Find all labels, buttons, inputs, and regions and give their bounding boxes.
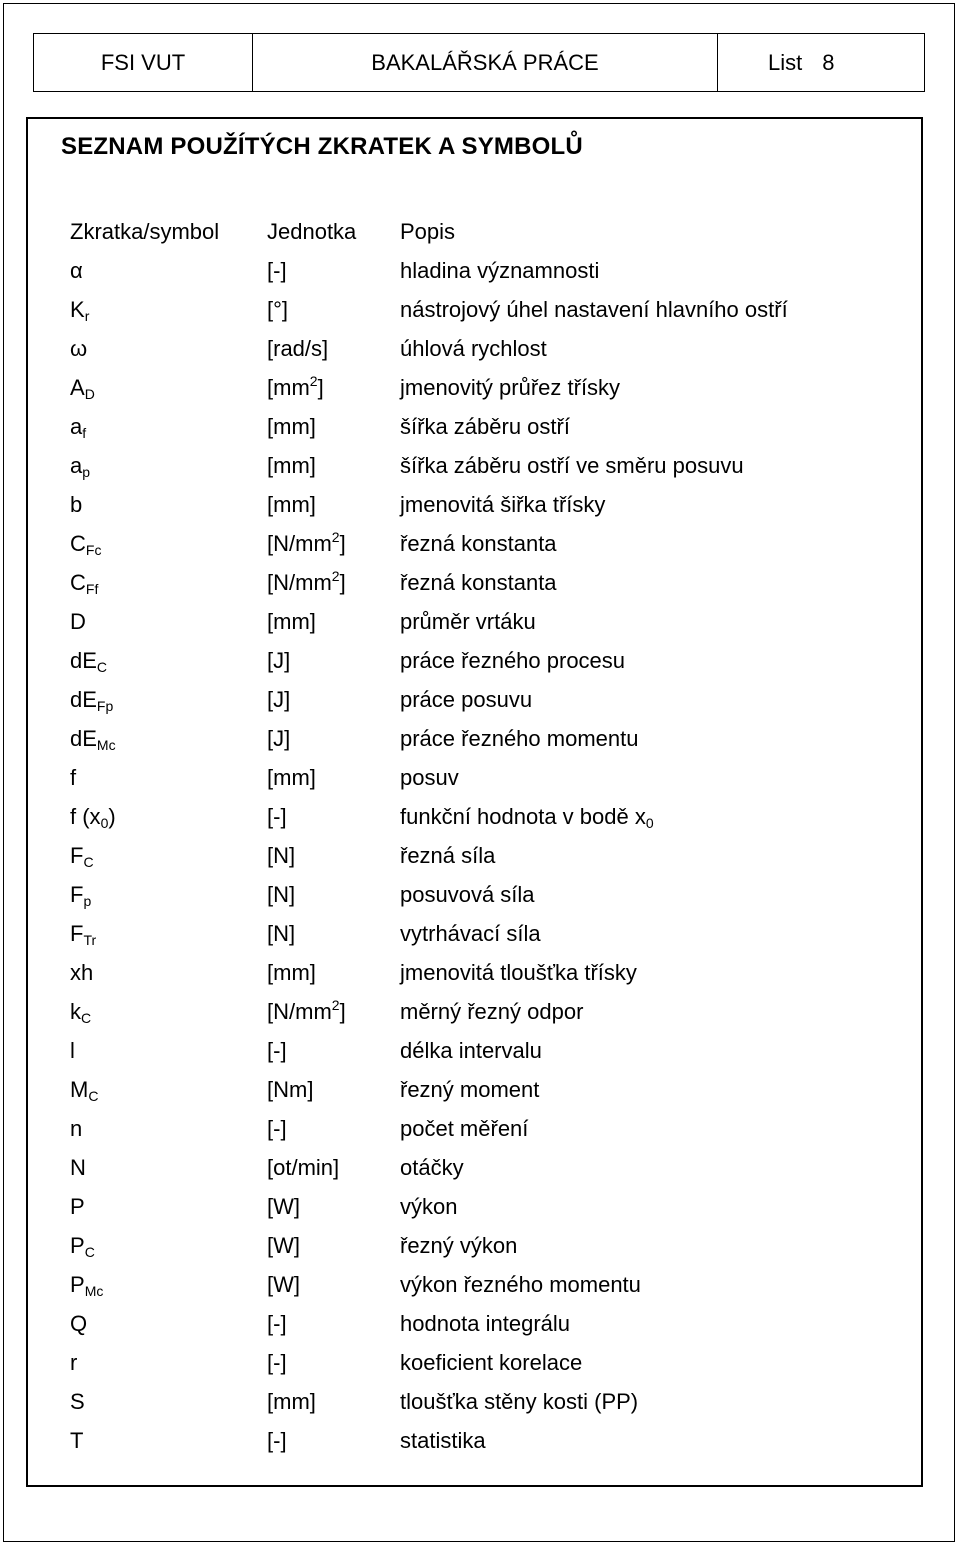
symbol-cell [70, 726, 267, 752]
symbol-cell [70, 609, 267, 635]
description-cell [400, 687, 890, 713]
page-header [33, 33, 925, 92]
unit-text: [Nm] [267, 1076, 314, 1102]
description-cell [400, 843, 890, 869]
unit-text-end: ] [339, 569, 346, 595]
description-text: průměr vrtáku [400, 608, 536, 634]
description-cell [400, 960, 890, 986]
unit-cell [267, 492, 400, 518]
unit-text: [J] [267, 725, 291, 751]
symbol-text: T [70, 1427, 84, 1453]
description-text: hladina významnosti [400, 257, 600, 283]
symbol-cell [70, 1428, 267, 1454]
unit-cell [267, 1350, 400, 1376]
unit-cell [267, 843, 400, 869]
unit-text-end: ] [339, 530, 346, 556]
symbol-text: f [70, 764, 77, 790]
description-cell [400, 570, 890, 596]
header-document-type-text: BAKALÁŘSKÁ PRÁCE [371, 49, 599, 75]
symbol-text: b [70, 491, 83, 517]
description-cell [400, 453, 890, 479]
description-text: otáčky [400, 1154, 464, 1180]
description-text: délka intervalu [400, 1037, 542, 1063]
unit-cell [267, 1077, 400, 1103]
symbol-cell [70, 765, 267, 791]
description-cell [400, 999, 890, 1025]
description-text: počet měření [400, 1115, 529, 1141]
unit-cell [267, 414, 400, 440]
symbol-cell [70, 336, 267, 362]
description-cell [400, 765, 890, 791]
symbol-subscript: f [82, 424, 87, 441]
unit-text: [rad/s] [267, 335, 329, 361]
unit-text: [-] [267, 1037, 287, 1063]
description-text: nástrojový úhel nastavení hlavního ostří [400, 296, 788, 322]
symbol-cell [70, 297, 267, 323]
table-row [70, 1265, 890, 1304]
description-cell [400, 882, 890, 908]
symbol-subscript: Fp [96, 697, 114, 714]
table-row [70, 1148, 890, 1187]
symbol-cell [70, 1311, 267, 1337]
symbol-text: C [70, 569, 86, 595]
unit-cell [267, 372, 400, 401]
symbol-subscript: p [82, 463, 91, 480]
symbol-subscript: Fc [85, 541, 102, 558]
description-cell [400, 336, 890, 362]
symbol-subscript: C [96, 658, 108, 675]
unit-cell [267, 336, 400, 362]
table-row [70, 719, 890, 758]
description-cell [400, 1233, 890, 1259]
symbol-cell [70, 648, 267, 674]
symbol-cell [70, 687, 267, 713]
symbol-text: C [70, 530, 86, 556]
symbol-cell [70, 1116, 267, 1142]
symbol-cell [70, 1233, 267, 1259]
symbol-text: M [70, 1076, 89, 1102]
description-text: řezný moment [400, 1076, 540, 1102]
header-page-number [718, 34, 924, 91]
table-row [70, 368, 890, 407]
symbol-cell [70, 999, 267, 1025]
unit-text: [N/mm [267, 569, 332, 595]
unit-cell [267, 996, 400, 1025]
unit-cell [267, 258, 400, 284]
unit-cell [267, 567, 400, 596]
unit-cell [267, 1155, 400, 1181]
table-row [70, 680, 890, 719]
description-text: výkon řezného momentu [400, 1271, 641, 1297]
symbol-text: a [70, 452, 83, 478]
symbol-text: f (x [70, 803, 101, 829]
symbol-cell [70, 1389, 267, 1415]
unit-text: [-] [267, 803, 287, 829]
symbol-text: dE [70, 725, 97, 751]
table-row [70, 602, 890, 641]
column-header-unit: Jednotka [267, 218, 357, 244]
unit-text: [-] [267, 1349, 287, 1375]
unit-cell [267, 960, 400, 986]
table-row [70, 251, 890, 290]
description-text: koeficient korelace [400, 1349, 583, 1375]
table-row [70, 1070, 890, 1109]
table-row [70, 1304, 890, 1343]
unit-cell [267, 921, 400, 947]
symbol-cell [70, 960, 267, 986]
symbol-cell [70, 258, 267, 284]
description-text: úhlová rychlost [400, 335, 547, 361]
symbol-text: K [70, 296, 85, 322]
description-cell [400, 921, 890, 947]
symbol-cell [70, 1155, 267, 1181]
description-cell [400, 1077, 890, 1103]
symbol-cell [70, 453, 267, 479]
unit-text: [mm] [267, 959, 316, 985]
description-cell [400, 1272, 890, 1298]
table-row [70, 1109, 890, 1148]
table-row [70, 524, 890, 563]
unit-text: [W] [267, 1232, 300, 1258]
header-institution-text: FSI VUT [100, 49, 186, 75]
description-cell [400, 1311, 890, 1337]
symbol-text: dE [70, 686, 97, 712]
symbol-cell [70, 375, 267, 401]
unit-cell [267, 1038, 400, 1064]
symbol-subscript: C [88, 1087, 99, 1104]
unit-cell [267, 648, 400, 674]
unit-cell [267, 1116, 400, 1142]
symbol-text: N [70, 1154, 86, 1180]
unit-text: [N] [267, 920, 296, 946]
description-text: hodnota integrálu [400, 1310, 571, 1336]
table-row [70, 797, 890, 836]
page-title: SEZNAM POUŽÍTÝCH ZKRATEK A SYMBOLŮ [61, 133, 583, 160]
symbol-cell [70, 531, 267, 557]
symbol-cell [70, 492, 267, 518]
unit-text: [ot/min] [267, 1154, 340, 1180]
unit-text: [N/mm [267, 998, 332, 1024]
unit-text: [N] [267, 842, 296, 868]
unit-cell [267, 1233, 400, 1259]
symbol-text: D [70, 608, 86, 634]
table-row [70, 992, 890, 1031]
description-text: jmenovitá šiřka třísky [400, 491, 606, 517]
symbol-cell [70, 414, 267, 440]
symbol-subscript: C [81, 1009, 92, 1026]
unit-text: [J] [267, 647, 291, 673]
symbol-cell [70, 570, 267, 596]
description-cell [400, 804, 890, 830]
unit-text: [mm] [267, 491, 316, 517]
unit-cell [267, 528, 400, 557]
symbol-subscript: Mc [96, 736, 116, 753]
description-cell [400, 531, 890, 557]
unit-cell [267, 765, 400, 791]
table-row [70, 914, 890, 953]
symbol-text: ω [70, 335, 88, 361]
unit-cell [267, 1272, 400, 1298]
symbol-subscript: p [83, 892, 92, 909]
description-cell [400, 1155, 890, 1181]
symbol-cell [70, 843, 267, 869]
symbol-subscript: Mc [84, 1282, 104, 1299]
unit-text: [W] [267, 1193, 300, 1219]
symbol-cell [70, 1194, 267, 1220]
column-header-symbol: Zkratka/symbol [70, 218, 220, 244]
table-row [70, 1226, 890, 1265]
description-text: práce posuvu [400, 686, 533, 712]
symbol-cell [70, 1350, 267, 1376]
table-row [70, 836, 890, 875]
symbol-text: Q [70, 1310, 88, 1336]
unit-cell [267, 687, 400, 713]
description-text: řezná konstanta [400, 530, 557, 556]
symbol-text: F [70, 842, 84, 868]
unit-cell [267, 726, 400, 752]
unit-cell [267, 804, 400, 830]
unit-cell [267, 609, 400, 635]
symbol-text: n [70, 1115, 83, 1141]
symbol-subscript: D [84, 385, 95, 402]
description-text: posuv [400, 764, 459, 790]
description-cell [400, 1194, 890, 1220]
table-row [70, 329, 890, 368]
symbol-text: k [70, 998, 81, 1024]
unit-superscript: 2 [309, 372, 318, 389]
symbol-subscript: r [84, 307, 90, 324]
description-text: jmenovitá tloušťka třísky [400, 959, 637, 985]
unit-text: [W] [267, 1271, 300, 1297]
table-row [70, 875, 890, 914]
unit-text-end: ] [339, 998, 346, 1024]
description-cell [400, 726, 890, 752]
description-text: šířka záběru ostří [400, 413, 570, 439]
symbol-cell [70, 882, 267, 908]
unit-text: [mm [267, 374, 310, 400]
column-header-description: Popis [400, 218, 456, 244]
table-row [70, 1187, 890, 1226]
unit-text: [-] [267, 257, 287, 283]
description-cell [400, 492, 890, 518]
symbol-subscript: Tr [83, 931, 97, 948]
table-row [70, 758, 890, 797]
symbol-cell [70, 1038, 267, 1064]
description-cell [400, 297, 890, 323]
description-subscript: 0 [645, 814, 654, 831]
symbol-subscript: C [84, 1243, 95, 1260]
unit-text: [N/mm [267, 530, 332, 556]
unit-cell [267, 1311, 400, 1337]
table-row [70, 407, 890, 446]
symbol-subscript: C [83, 853, 94, 870]
description-cell [400, 1350, 890, 1376]
header-list-label: List [768, 49, 803, 75]
description-text: funkční hodnota v bodě x [400, 803, 646, 829]
symbol-text: a [70, 413, 83, 439]
symbol-subscript: 0 [100, 814, 109, 831]
description-text: práce řezného procesu [400, 647, 626, 673]
description-cell [400, 1389, 890, 1415]
description-text: vytrhávací síla [400, 920, 541, 946]
description-text: řezná síla [400, 842, 496, 868]
symbol-text: S [70, 1388, 85, 1414]
unit-text: [-] [267, 1115, 287, 1141]
symbol-text: P [70, 1232, 85, 1258]
symbol-cell [70, 804, 267, 830]
unit-text: [mm] [267, 413, 316, 439]
unit-cell [267, 1428, 400, 1454]
description-cell [400, 1116, 890, 1142]
unit-cell [267, 453, 400, 479]
unit-text: [mm] [267, 764, 316, 790]
symbol-table [70, 212, 890, 1460]
symbol-cell [70, 921, 267, 947]
symbol-text: P [70, 1193, 85, 1219]
description-cell [400, 258, 890, 284]
symbol-text: r [70, 1349, 78, 1375]
unit-text-end: ] [317, 374, 324, 400]
description-text: výkon [400, 1193, 458, 1219]
unit-text: [mm] [267, 1388, 316, 1414]
description-text: řezná konstanta [400, 569, 557, 595]
table-header-row [70, 212, 890, 251]
unit-text: [N] [267, 881, 296, 907]
table-row [70, 1031, 890, 1070]
unit-superscript: 2 [331, 528, 340, 545]
symbol-cell [70, 1077, 267, 1103]
description-text: tloušťka stěny kosti (PP) [400, 1388, 639, 1414]
unit-superscript: 2 [331, 996, 340, 1013]
unit-cell [267, 882, 400, 908]
symbol-text: xh [70, 959, 94, 985]
symbol-text: P [70, 1271, 85, 1297]
symbol-cell [70, 1272, 267, 1298]
symbol-text: α [70, 257, 83, 283]
header-document-type [253, 34, 718, 91]
description-text: měrný řezný odpor [400, 998, 584, 1024]
symbol-subscript: Ff [85, 580, 99, 597]
unit-text: [mm] [267, 452, 316, 478]
table-row [70, 446, 890, 485]
description-cell [400, 1038, 890, 1064]
table-row [70, 641, 890, 680]
description-cell [400, 1428, 890, 1454]
symbol-text: dE [70, 647, 97, 673]
description-cell [400, 414, 890, 440]
description-text: šířka záběru ostří ve směru posuvu [400, 452, 744, 478]
description-text: řezný výkon [400, 1232, 518, 1258]
description-text: statistika [400, 1427, 486, 1453]
unit-cell [267, 1194, 400, 1220]
symbol-text: A [70, 374, 85, 400]
header-list-number: 8 [822, 49, 835, 75]
header-institution [34, 34, 253, 91]
table-row [70, 1343, 890, 1382]
unit-text: [J] [267, 686, 291, 712]
unit-text: [-] [267, 1427, 287, 1453]
symbol-text: F [70, 881, 84, 907]
table-row [70, 1382, 890, 1421]
description-cell [400, 375, 890, 401]
description-text: posuvová síla [400, 881, 535, 907]
description-cell [400, 609, 890, 635]
description-text: práce řezného momentu [400, 725, 639, 751]
unit-superscript: 2 [331, 567, 340, 584]
symbol-text: l [70, 1037, 75, 1063]
table-row [70, 953, 890, 992]
unit-cell [267, 1389, 400, 1415]
description-text: jmenovitý průřez třísky [400, 374, 621, 400]
unit-cell [267, 297, 400, 323]
table-row [70, 563, 890, 602]
table-row [70, 485, 890, 524]
unit-text: [°] [267, 296, 289, 322]
table-row [70, 290, 890, 329]
table-row [70, 1421, 890, 1460]
content-frame [26, 117, 923, 1487]
unit-text: [mm] [267, 608, 316, 634]
unit-text: [-] [267, 1310, 287, 1336]
symbol-text-end: ) [108, 803, 116, 829]
symbol-text: F [70, 920, 84, 946]
description-cell [400, 648, 890, 674]
